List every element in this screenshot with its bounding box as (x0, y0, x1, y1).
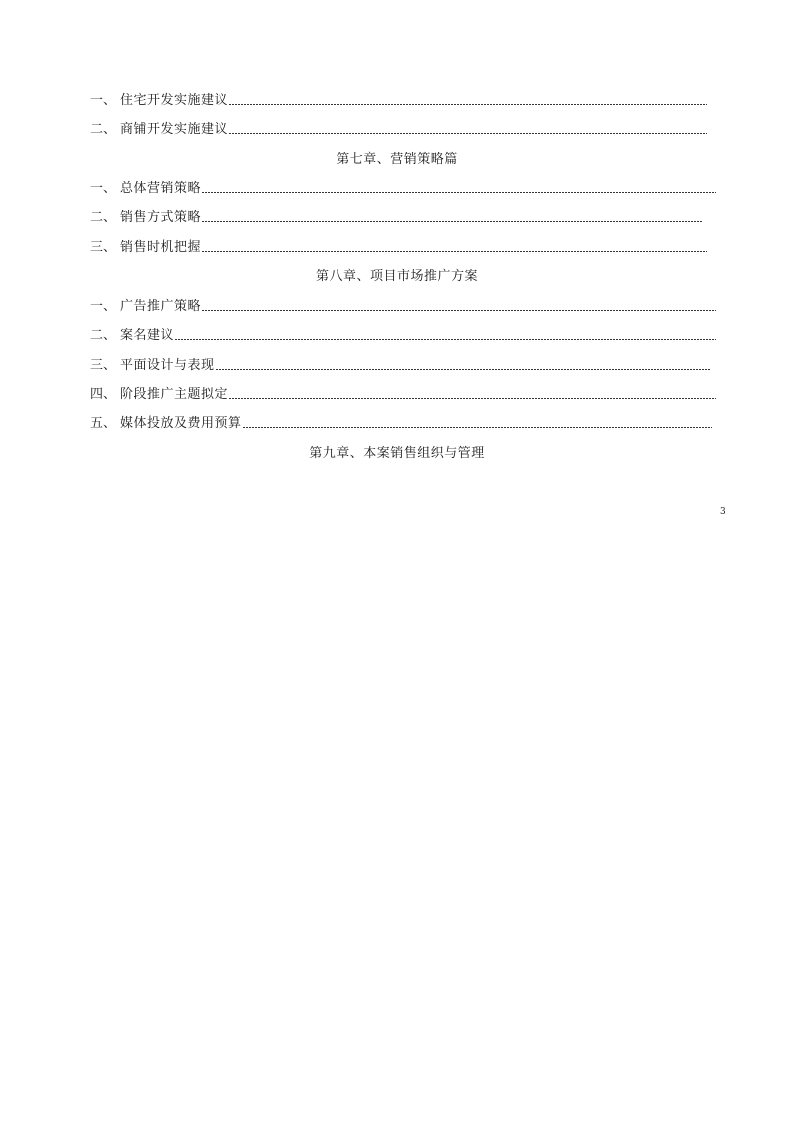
toc-entry-title: 销售方式策略 (120, 210, 202, 225)
toc-entry-title: 媒体投放及费用预算 (120, 416, 242, 431)
toc-entry[interactable] (90, 327, 716, 345)
toc-entry-title: 商铺开发实施建议 (120, 122, 229, 137)
toc-entry-number: 四、 (90, 387, 117, 402)
toc-entry[interactable] (90, 121, 707, 139)
toc-entry-number: 二、 (90, 210, 117, 225)
toc-entry-title: 总体营销策略 (120, 181, 202, 196)
toc-entry[interactable] (90, 239, 707, 257)
toc-entry-title: 广告推广策略 (120, 299, 202, 314)
toc-entry-number: 二、 (90, 328, 117, 343)
toc-entry[interactable] (90, 298, 716, 316)
toc-entry-number: 五、 (90, 416, 117, 431)
dot-leader (229, 398, 716, 399)
toc-entry-title: 销售时机把握 (120, 240, 202, 255)
toc-entry[interactable] (90, 415, 712, 433)
dot-leader (229, 104, 707, 105)
chapter-heading[interactable]: 第八章、项目市场推广方案 (315, 269, 478, 284)
dot-leader (202, 192, 716, 193)
toc-entry-number: 三、 (90, 240, 117, 255)
toc-entry-number: 二、 (90, 122, 117, 137)
dot-leader (175, 339, 716, 340)
page-number: 3 (720, 507, 726, 517)
chapter-heading[interactable]: 第七章、营销策略篇 (336, 152, 458, 167)
toc-entry[interactable] (90, 357, 711, 375)
toc-entry-number: 一、 (90, 181, 117, 196)
toc-entry-title: 案名建议 (120, 328, 175, 343)
toc-entry[interactable] (90, 180, 716, 198)
toc-entry[interactable] (90, 209, 703, 227)
dot-leader (216, 369, 711, 370)
dot-leader (202, 221, 703, 222)
toc-entry[interactable] (90, 386, 716, 404)
toc-entry-title: 平面设计与表现 (120, 358, 215, 373)
toc-entry-title: 住宅开发实施建议 (120, 93, 229, 108)
toc-entry[interactable] (90, 92, 707, 110)
toc-entry-number: 一、 (90, 299, 117, 314)
toc-entry-number: 一、 (90, 93, 117, 108)
dot-leader (202, 310, 716, 311)
toc-entry-title: 阶段推广主题拟定 (120, 387, 229, 402)
dot-leader (243, 427, 712, 428)
dot-leader (202, 251, 707, 252)
toc-entry-number: 三、 (90, 358, 117, 373)
dot-leader (229, 133, 707, 134)
chapter-heading[interactable]: 第九章、本案销售组织与管理 (309, 446, 485, 461)
